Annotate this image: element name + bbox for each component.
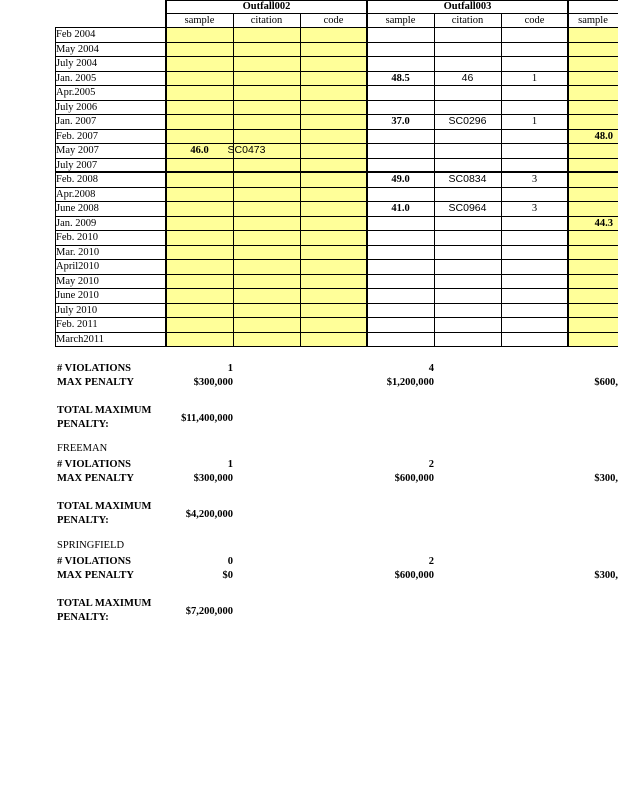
total-penalty: $11,400,000 xyxy=(181,413,233,424)
grid-col-line xyxy=(300,13,301,346)
violations-o2: 1 xyxy=(227,363,233,374)
column-header: code xyxy=(323,15,344,26)
cell-o3-sample: 49.0 xyxy=(391,174,410,185)
penalty-o4: $300, xyxy=(594,570,618,581)
total-label: TOTAL MAXIMUM xyxy=(57,501,152,512)
cell-o3-citation: SC0964 xyxy=(448,202,487,214)
penalty-o2: $0 xyxy=(222,570,233,581)
cell-o3-code: 3 xyxy=(531,203,538,214)
penalty-o2: $300,000 xyxy=(193,473,233,484)
row-date: Feb. 2008 xyxy=(56,174,98,185)
total-label: PENALTY: xyxy=(57,612,109,623)
cell-o2-sample: 46.0 xyxy=(190,145,209,156)
grid-col-line xyxy=(233,13,234,346)
total-penalty: $7,200,000 xyxy=(185,606,233,617)
total-penalty: $4,200,000 xyxy=(185,509,233,520)
row-date: March2011 xyxy=(56,333,105,345)
row-date: Jan. 2005 xyxy=(56,72,97,84)
column-header: citation xyxy=(250,15,283,26)
violations-o3: 2 xyxy=(428,459,434,470)
cell-o3-sample: 37.0 xyxy=(391,116,410,127)
column-header: citation xyxy=(451,15,484,26)
penalty-label: MAX PENALTY xyxy=(57,377,134,388)
cell-o2-citation: SC0473 xyxy=(227,144,266,156)
penalty-o3: $600,000 xyxy=(394,473,434,484)
section-heading: FREEMAN xyxy=(57,443,108,454)
row-date: July 2007 xyxy=(56,159,98,171)
violations-o2: 0 xyxy=(227,556,233,567)
violations-o2: 1 xyxy=(227,459,233,470)
penalty-label: MAX PENALTY xyxy=(57,473,134,484)
total-label: PENALTY: xyxy=(57,419,109,430)
violations-label: # VIOLATIONS xyxy=(57,459,132,470)
cell-o3-citation: 46 xyxy=(461,71,474,84)
column-header: code xyxy=(524,15,545,26)
violations-label: # VIOLATIONS xyxy=(57,363,132,374)
column-header: sample xyxy=(578,15,608,26)
cell-o3-code: 3 xyxy=(531,174,538,185)
total-label: TOTAL MAXIMUM xyxy=(57,405,152,416)
row-date: Feb. 2010 xyxy=(56,232,98,243)
row-date: Feb. 2007 xyxy=(56,130,98,142)
row-date: July 2006 xyxy=(56,101,98,113)
cell-o4-sample: 44.3 xyxy=(594,217,613,229)
cell-o3-sample: 41.0 xyxy=(391,203,410,214)
row-date: Mar. 2010 xyxy=(56,246,100,258)
group-header-outfall002: Outfall002 xyxy=(242,1,291,12)
violations-o3: 2 xyxy=(428,556,434,567)
cell-o4-sample: 48.0 xyxy=(594,130,613,142)
row-date: Apr.2005 xyxy=(56,87,96,98)
column-header: sample xyxy=(385,15,416,26)
row-date: June 2010 xyxy=(56,290,99,301)
penalty-o2: $300,000 xyxy=(193,377,233,388)
penalty-o4: $300, xyxy=(594,473,618,484)
penalty-o4: $600, xyxy=(594,377,618,388)
row-date: May 2004 xyxy=(56,43,99,55)
row-date: Jan. 2007 xyxy=(56,116,97,127)
row-date: May 2010 xyxy=(56,275,99,287)
row-date: July 2004 xyxy=(56,58,98,69)
cell-o3-citation: SC0834 xyxy=(448,173,487,185)
penalty-label: MAX PENALTY xyxy=(57,570,134,581)
group-header-outfall003: Outfall003 xyxy=(443,1,492,12)
row-date: Feb 2004 xyxy=(56,29,96,40)
row-date: July 2010 xyxy=(56,304,98,316)
cell-o3-code: 1 xyxy=(531,72,538,84)
total-label: TOTAL MAXIMUM xyxy=(57,598,152,609)
column-header: sample xyxy=(184,15,215,26)
row-date: Apr.2008 xyxy=(56,188,96,200)
row-date: June 2008 xyxy=(56,203,99,214)
grid-row-line xyxy=(55,346,618,347)
cell-o3-sample: 48.5 xyxy=(391,72,410,84)
grid-col-line xyxy=(165,0,167,346)
cell-o3-code: 1 xyxy=(531,116,538,127)
total-label: PENALTY: xyxy=(57,515,109,526)
penalty-o3: $1,200,000 xyxy=(386,377,434,388)
violations-o3: 4 xyxy=(428,363,434,374)
row-date: May 2007 xyxy=(56,145,99,156)
section-heading: SPRINGFIELD xyxy=(57,540,125,551)
violations-label: # VIOLATIONS xyxy=(57,556,132,567)
row-date: Jan. 2009 xyxy=(56,217,97,229)
row-date: April2010 xyxy=(56,261,100,272)
penalty-o3: $600,000 xyxy=(394,570,434,581)
row-date: Feb. 2011 xyxy=(56,319,98,330)
cell-o3-citation: SC0296 xyxy=(448,115,487,127)
